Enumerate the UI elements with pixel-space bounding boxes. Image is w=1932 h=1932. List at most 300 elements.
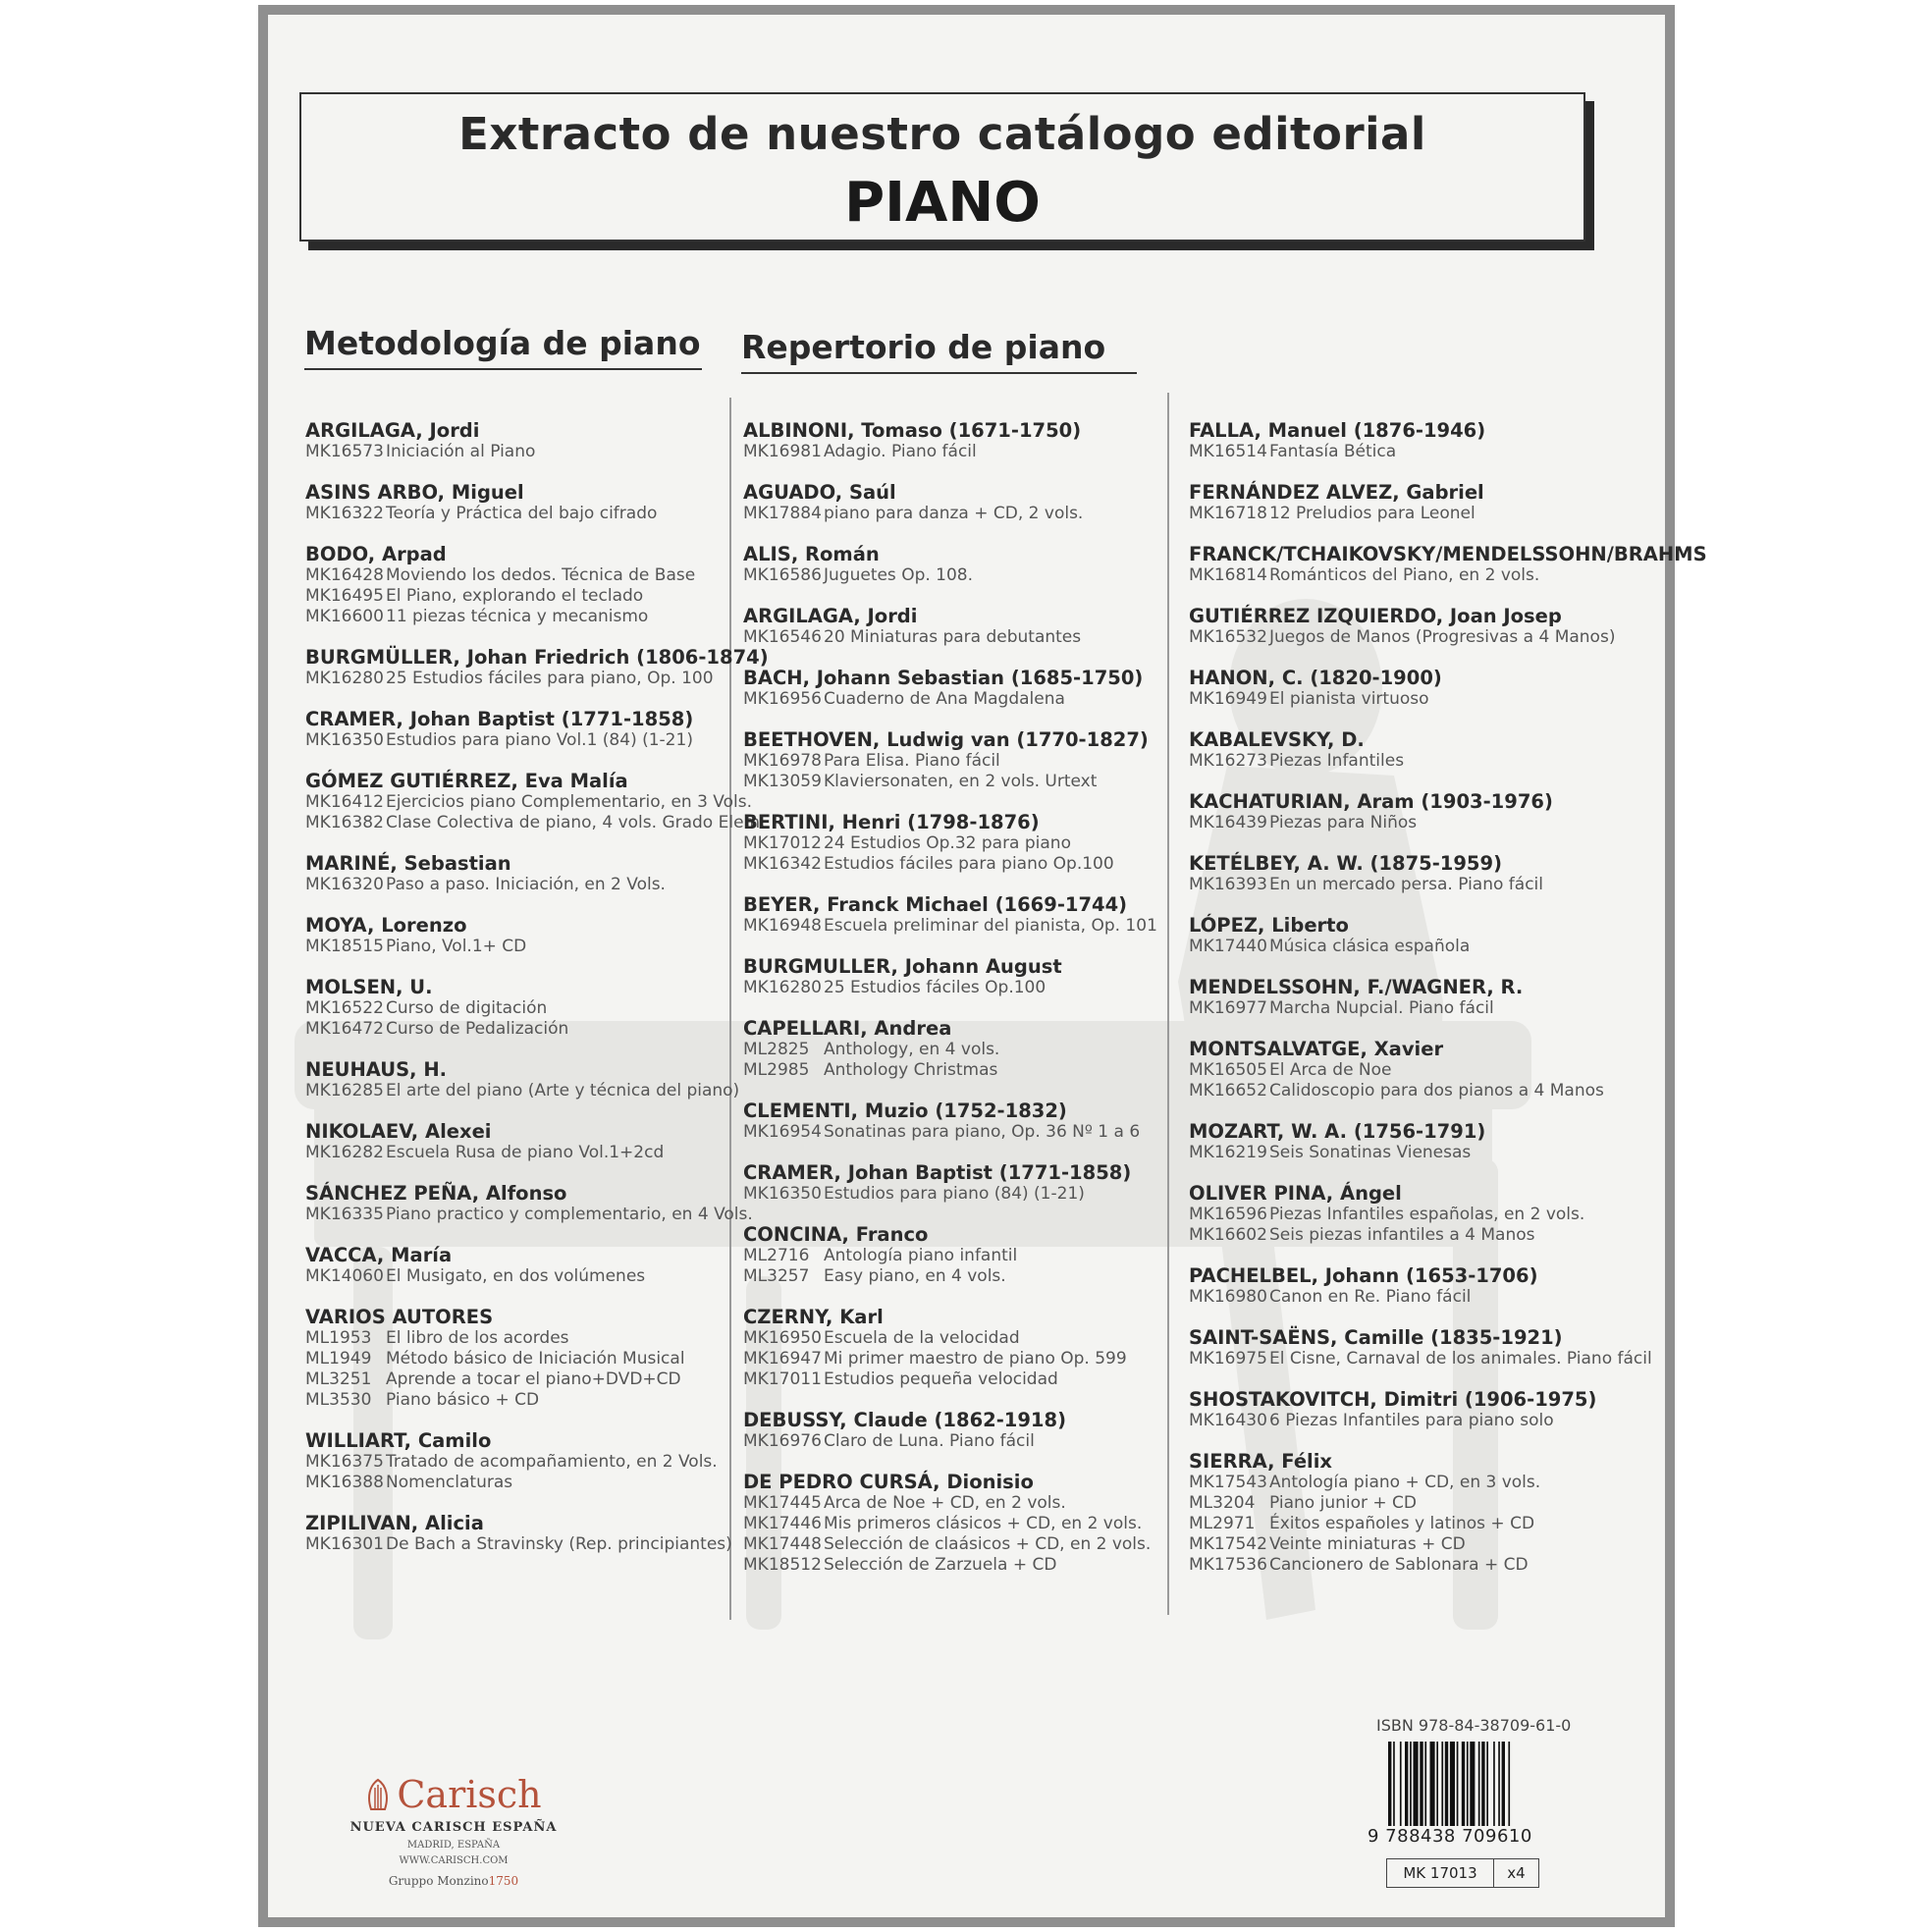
composer-name: MENDELSSOHN, F./WAGNER, R. xyxy=(1189,976,1524,998)
catalog-code: MK16273 xyxy=(1189,751,1267,771)
catalog-entry xyxy=(305,771,769,833)
catalog-entry xyxy=(743,1162,1157,1205)
isbn-label: ISBN 978-84-38709-61-0 xyxy=(1376,1716,1572,1735)
catalog-title: Arca de Noe + CD, en 2 vols. xyxy=(824,1493,1066,1513)
catalog-item xyxy=(1189,937,1707,957)
catalog-item xyxy=(743,1184,1157,1205)
catalog-item xyxy=(743,916,1157,937)
composer-name: VARIOS AUTORES xyxy=(305,1306,494,1328)
catalog-code: MK16285 xyxy=(305,1081,384,1100)
catalog-item xyxy=(1189,1555,1707,1576)
composer-name: BODO, Arpad xyxy=(305,543,447,565)
catalog-entry xyxy=(1189,977,1707,1019)
composer-name: KETÉLBEY, A. W. (1875-1959) xyxy=(1189,852,1502,875)
methodology-list xyxy=(305,420,769,1575)
catalog-title: Calidoscopio para dos pianos a 4 Manos xyxy=(1269,1081,1604,1100)
composer-name: ALBINONI, Tomaso (1671-1750) xyxy=(743,419,1082,442)
catalog-entry xyxy=(743,1100,1157,1143)
barcode-digits: 9 788438 709610 xyxy=(1368,1826,1532,1847)
catalog-title: El Cisne, Carnaval de los animales. Piano fácil xyxy=(1269,1349,1652,1368)
catalog-code: MK16280 xyxy=(743,978,822,997)
catalog-code: MK16393 xyxy=(1189,875,1267,894)
catalog-item xyxy=(1189,1534,1707,1555)
catalog-title: Sonatinas para piano, Op. 36 Nº 1 a 6 xyxy=(824,1122,1141,1142)
catalog-entry xyxy=(1189,1451,1707,1576)
catalog-title: Curso de digitación xyxy=(386,998,548,1018)
catalog-code: MK16602 xyxy=(1189,1225,1267,1245)
catalog-item xyxy=(305,1452,769,1473)
catalog-entry xyxy=(1189,1039,1707,1101)
catalog-entry xyxy=(743,894,1157,937)
barcode-bar xyxy=(1388,1742,1391,1826)
composer-name: CAPELLARI, Andrea xyxy=(743,1017,952,1040)
catalog-title: Claro de Luna. Piano fácil xyxy=(824,1431,1035,1451)
catalog-code: MK16950 xyxy=(743,1328,822,1348)
catalog-entry xyxy=(743,1472,1157,1576)
catalog-entry xyxy=(743,606,1157,648)
catalog-code: MK16430 xyxy=(1189,1411,1267,1430)
catalog-item xyxy=(1189,1493,1707,1514)
barcode-bar xyxy=(1502,1742,1505,1826)
stock-code: MK 17013 xyxy=(1387,1859,1494,1887)
catalog-title: piano para danza + CD, 2 vols. xyxy=(824,504,1084,523)
catalog-title: Juguetes Op. 108. xyxy=(824,565,974,585)
catalog-title: Piano, Vol.1+ CD xyxy=(386,937,527,956)
catalog-item xyxy=(743,1431,1157,1452)
catalog-code: MK16342 xyxy=(743,854,822,874)
catalog-title: El pianista virtuoso xyxy=(1269,689,1429,709)
barcode-bar xyxy=(1414,1742,1419,1826)
composer-name: NEUHAUS, H. xyxy=(305,1058,448,1081)
publisher-group-year: 1750 xyxy=(488,1874,519,1888)
catalog-item xyxy=(305,1369,769,1390)
catalog-title: 25 Estudios fáciles para piano, Op. 100 xyxy=(386,669,714,688)
catalog-item xyxy=(1189,1225,1707,1246)
catalog-item xyxy=(305,730,769,751)
catalog-entry xyxy=(743,812,1157,875)
catalog-entry xyxy=(1189,853,1707,895)
catalog-item xyxy=(1189,1143,1707,1163)
catalog-entry xyxy=(743,668,1157,710)
catalog-item xyxy=(305,1266,769,1287)
catalog-code: MK17448 xyxy=(743,1534,822,1554)
catalog-item xyxy=(1189,998,1707,1019)
catalog-title: Iniciación al Piano xyxy=(386,442,536,461)
composer-name: MOYA, Lorenzo xyxy=(305,914,467,937)
catalog-code: MK17445 xyxy=(743,1493,822,1513)
barcode-bar xyxy=(1486,1742,1488,1826)
catalog-code: ML3257 xyxy=(743,1266,810,1286)
composer-name: SAINT-SAËNS, Camille (1835-1921) xyxy=(1189,1326,1563,1349)
catalog-item xyxy=(743,833,1157,854)
catalog-item xyxy=(305,813,769,833)
catalog-code: MK16439 xyxy=(1189,813,1267,832)
catalog-entry xyxy=(1189,791,1707,833)
catalog-title: Curso de Pedalización xyxy=(386,1019,569,1039)
catalog-code: MK17012 xyxy=(743,833,822,853)
catalog-title: 12 Preludios para Leonel xyxy=(1269,504,1476,523)
catalog-title: Antología piano infantil xyxy=(824,1246,1018,1265)
composer-name: CRAMER, Johan Baptist (1771-1858) xyxy=(305,708,694,730)
composer-name: BERTINI, Henri (1798-1876) xyxy=(743,811,1040,833)
catalog-title: De Bach a Stravinsky (Rep. principiantes) xyxy=(386,1534,732,1554)
catalog-item xyxy=(743,1040,1157,1060)
composer-name: AGUADO, Saúl xyxy=(743,481,896,504)
catalog-title: Seis Sonatinas Vienesas xyxy=(1269,1143,1472,1162)
catalog-code: MK16514 xyxy=(1189,442,1267,461)
catalog-item xyxy=(305,1019,769,1040)
barcode-bar xyxy=(1498,1742,1500,1826)
catalog-title: Seis piezas infantiles a 4 Manos xyxy=(1269,1225,1535,1245)
catalog-entry xyxy=(305,420,769,462)
composer-name: FALLA, Manuel (1876-1946) xyxy=(1189,419,1486,442)
catalog-item xyxy=(1189,442,1707,462)
catalog-item xyxy=(743,627,1157,648)
composer-name: DEBUSSY, Claude (1862-1918) xyxy=(743,1409,1066,1431)
composer-name: FERNÁNDEZ ALVEZ, Gabriel xyxy=(1189,481,1484,504)
barcode-bar xyxy=(1410,1742,1412,1826)
barcode-bar xyxy=(1436,1742,1438,1826)
catalog-entry xyxy=(305,1245,769,1287)
catalog-item xyxy=(1189,504,1707,524)
barcode-bar xyxy=(1445,1742,1448,1826)
catalog-item xyxy=(743,854,1157,875)
catalog-title: Estudios fáciles para piano Op.100 xyxy=(824,854,1114,874)
composer-name: BURGMÜLLER, Johan Friedrich (1806-1874) xyxy=(305,646,769,669)
catalog-code: MK16814 xyxy=(1189,565,1267,585)
catalog-item xyxy=(305,998,769,1019)
catalog-entry xyxy=(305,1183,769,1225)
catalog-title: En un mercado persa. Piano fácil xyxy=(1269,875,1543,894)
catalog-code: MK16301 xyxy=(305,1534,384,1554)
composer-name: ZIPILIVAN, Alicia xyxy=(305,1512,484,1534)
catalog-code: MK16350 xyxy=(743,1184,822,1204)
catalog-title: Adagio. Piano fácil xyxy=(824,442,977,461)
catalog-title: Piano básico + CD xyxy=(386,1390,540,1410)
catalog-entry xyxy=(305,915,769,957)
catalog-item xyxy=(743,1122,1157,1143)
catalog-title: Nomenclaturas xyxy=(386,1473,513,1492)
catalog-code: ML2971 xyxy=(1189,1514,1256,1533)
catalog-entry xyxy=(1189,606,1707,648)
publisher-name: Carisch xyxy=(397,1773,542,1816)
catalog-item xyxy=(743,978,1157,998)
catalog-entry xyxy=(305,1059,769,1101)
catalog-item xyxy=(743,1534,1157,1555)
catalog-item xyxy=(305,1328,769,1349)
catalog-code: MK16320 xyxy=(305,875,384,894)
catalog-code: MK16949 xyxy=(1189,689,1267,709)
barcode-bar xyxy=(1467,1742,1469,1826)
catalog-title: Paso a paso. Iniciación, en 2 Vols. xyxy=(386,875,666,894)
catalog-title: Piano junior + CD xyxy=(1269,1493,1417,1513)
barcode-bar xyxy=(1430,1742,1435,1826)
composer-name: ARGILAGA, Jordi xyxy=(743,605,918,627)
catalog-item xyxy=(305,442,769,462)
catalog-title: Selección de Zarzuela + CD xyxy=(824,1555,1057,1575)
catalog-item xyxy=(1189,875,1707,895)
catalog-code: MK16956 xyxy=(743,689,822,709)
composer-name: MARINÉ, Sebastian xyxy=(305,852,511,875)
barcode-bar xyxy=(1405,1742,1408,1826)
catalog-item xyxy=(305,1081,769,1101)
catalog-title: Mis primeros clásicos + CD, en 2 vols. xyxy=(824,1514,1143,1533)
catalog-code: MK16981 xyxy=(743,442,822,461)
catalog-title: Piano practico y complementario, en 4 Vols. xyxy=(386,1205,753,1224)
catalog-title: Selección de claásicos + CD, en 2 vols. xyxy=(824,1534,1152,1554)
catalog-item xyxy=(305,1143,769,1163)
catalog-title: Escuela Rusa de piano Vol.1+2cd xyxy=(386,1143,665,1162)
barcode-bar xyxy=(1393,1742,1395,1826)
barcode xyxy=(1388,1742,1545,1826)
composer-name: MOZART, W. A. (1756-1791) xyxy=(1189,1120,1486,1143)
publisher-group-name: Gruppo Monzino xyxy=(388,1874,489,1888)
catalog-code: MK16596 xyxy=(1189,1205,1267,1224)
catalog-entry xyxy=(305,853,769,895)
barcode-bar xyxy=(1481,1742,1484,1826)
catalog-title: Antología piano + CD, en 3 vols. xyxy=(1269,1473,1541,1492)
catalog-code: MK14060 xyxy=(305,1266,384,1286)
catalog-item xyxy=(743,1369,1157,1390)
catalog-code: MK16505 xyxy=(1189,1060,1267,1080)
catalog-title: El arte del piano (Arte y técnica del piano) xyxy=(386,1081,740,1100)
catalog-title: Canon en Re. Piano fácil xyxy=(1269,1287,1472,1307)
catalog-item xyxy=(743,751,1157,772)
composer-name: LÓPEZ, Liberto xyxy=(1189,914,1349,937)
catalog-item xyxy=(1189,813,1707,833)
catalog-item xyxy=(1189,1287,1707,1308)
catalog-title: Piezas Infantiles xyxy=(1269,751,1405,771)
catalog-item xyxy=(743,1514,1157,1534)
stock-code-box xyxy=(1386,1858,1539,1888)
catalog-title: Piezas para Niños xyxy=(1269,813,1418,832)
catalog-item xyxy=(743,1328,1157,1349)
catalog-code: MK16954 xyxy=(743,1122,822,1142)
catalog-item xyxy=(743,1246,1157,1266)
catalog-title: Fantasía Bética xyxy=(1269,442,1397,461)
catalog-item xyxy=(305,1390,769,1411)
composer-name: HANON, C. (1820-1900) xyxy=(1189,667,1442,689)
composer-name: CLEMENTI, Muzio (1752-1832) xyxy=(743,1100,1067,1122)
catalog-code: MK17536 xyxy=(1189,1555,1267,1575)
catalog-code: MK16322 xyxy=(305,504,384,523)
catalog-code: ML2825 xyxy=(743,1040,810,1059)
catalog-item xyxy=(305,607,769,627)
catalog-title: Extracto de nuestro catálogo editorial xyxy=(458,108,1426,160)
publisher-subtitle: NUEVA CARISCH ESPAÑA xyxy=(349,1820,558,1835)
catalog-item xyxy=(1189,1514,1707,1534)
catalog-item xyxy=(305,937,769,957)
composer-name: MOLSEN, U. xyxy=(305,976,433,998)
catalog-item xyxy=(743,504,1157,524)
catalog-entry xyxy=(743,1018,1157,1081)
catalog-code: MK16978 xyxy=(743,751,822,771)
catalog-item xyxy=(1189,627,1707,648)
catalog-title: 6 Piezas Infantiles para piano solo xyxy=(1269,1411,1554,1430)
catalog-item xyxy=(743,1060,1157,1081)
catalog-code: MK16282 xyxy=(305,1143,384,1162)
catalog-item xyxy=(1189,1349,1707,1369)
catalog-title-box xyxy=(299,92,1585,242)
catalog-title: 25 Estudios fáciles Op.100 xyxy=(824,978,1046,997)
catalog-title: 11 piezas técnica y mecanismo xyxy=(386,607,649,626)
catalog-code: MK16546 xyxy=(743,627,822,647)
catalog-entry xyxy=(1189,1183,1707,1246)
catalog-title: Estudios para piano Vol.1 (84) (1-21) xyxy=(386,730,693,750)
catalog-item xyxy=(743,1493,1157,1514)
catalog-code: ML2716 xyxy=(743,1246,810,1265)
catalog-code: MK16977 xyxy=(1189,998,1267,1018)
catalog-item xyxy=(305,1473,769,1493)
catalog-entry xyxy=(1189,1265,1707,1308)
catalog-code: MK16600 xyxy=(305,607,384,626)
catalog-code: MK16350 xyxy=(305,730,384,750)
barcode-bar xyxy=(1441,1742,1443,1826)
catalog-item xyxy=(743,1349,1157,1369)
catalog-title: Moviendo los dedos. Técnica de Base xyxy=(386,565,696,585)
composer-name: DE PEDRO CURSÁ, Dionisio xyxy=(743,1471,1034,1493)
catalog-title: Estudios pequeña velocidad xyxy=(824,1369,1058,1389)
catalog-code: MK16718 xyxy=(1189,504,1267,523)
catalog-item xyxy=(1189,1060,1707,1081)
catalog-code: MK17543 xyxy=(1189,1473,1267,1492)
catalog-entry xyxy=(1189,1327,1707,1369)
barcode-bar xyxy=(1493,1742,1495,1826)
composer-name: OLIVER PINA, Ángel xyxy=(1189,1182,1402,1205)
catalog-item xyxy=(743,689,1157,710)
catalog-title: Románticos del Piano, en 2 vols. xyxy=(1269,565,1540,585)
catalog-code: ML2985 xyxy=(743,1060,810,1080)
catalog-code: MK16975 xyxy=(1189,1349,1267,1368)
stock-quantity: x4 xyxy=(1507,1864,1526,1882)
catalog-code: MK16573 xyxy=(305,442,384,461)
catalog-code: ML3530 xyxy=(305,1390,372,1410)
catalog-code: MK16375 xyxy=(305,1452,384,1472)
catalog-entry xyxy=(305,544,769,627)
catalog-title: El Piano, explorando el teclado xyxy=(386,586,644,606)
repertoire-list-a xyxy=(743,420,1157,1595)
composer-name: CZERNY, Karl xyxy=(743,1306,884,1328)
catalog-title: Cancionero de Sablonara + CD xyxy=(1269,1555,1529,1575)
catalog-item xyxy=(743,1555,1157,1576)
composer-name: CRAMER, Johan Baptist (1771-1858) xyxy=(743,1161,1132,1184)
catalog-title: Cuaderno de Ana Magdalena xyxy=(824,689,1065,709)
catalog-code: MK16976 xyxy=(743,1431,822,1451)
catalog-title: Escuela preliminar del pianista, Op. 101 xyxy=(824,916,1157,936)
catalog-title: Veinte miniaturas + CD xyxy=(1269,1534,1466,1554)
catalog-entry xyxy=(743,1307,1157,1390)
catalog-title: Anthology, en 4 vols. xyxy=(824,1040,1000,1059)
catalog-item xyxy=(305,586,769,607)
catalog-title: Marcha Nupcial. Piano fácil xyxy=(1269,998,1494,1018)
catalog-item xyxy=(1189,565,1707,586)
catalog-item xyxy=(743,1266,1157,1287)
catalog-entry xyxy=(743,1224,1157,1287)
catalog-item xyxy=(1189,1411,1707,1431)
catalog-code: MK13059 xyxy=(743,772,822,791)
catalog-entry xyxy=(305,977,769,1040)
composer-name: GÓMEZ GUTIÉRREZ, Eva Malía xyxy=(305,770,628,792)
catalog-entry xyxy=(743,729,1157,792)
composer-name: SHOSTAKOVITCH, Dimitri (1906-1975) xyxy=(1189,1388,1597,1411)
catalog-code: MK17542 xyxy=(1189,1534,1267,1554)
catalog-code: MK16219 xyxy=(1189,1143,1267,1162)
barcode-bar xyxy=(1478,1742,1480,1826)
catalog-code: MK16980 xyxy=(1189,1287,1267,1307)
composer-name: ARGILAGA, Jordi xyxy=(305,419,480,442)
catalog-title: Escuela de la velocidad xyxy=(824,1328,1020,1348)
catalog-title: Mi primer maestro de piano Op. 599 xyxy=(824,1349,1127,1368)
catalog-title: El Arca de Noe xyxy=(1269,1060,1392,1080)
catalog-item xyxy=(743,565,1157,586)
catalog-entry xyxy=(1189,1389,1707,1431)
catalog-entry xyxy=(1189,1121,1707,1163)
catalog-item xyxy=(305,792,769,813)
catalog-item xyxy=(305,1349,769,1369)
catalog-entry xyxy=(743,544,1157,586)
catalog-code: MK16388 xyxy=(305,1473,384,1492)
catalog-entry xyxy=(305,709,769,751)
composer-name: BURGMULLER, Johann August xyxy=(743,955,1062,978)
barcode-bar xyxy=(1450,1742,1455,1826)
composer-name: FRANCK/TCHAIKOVSKY/MENDELSSOHN/BRAHMS xyxy=(1189,543,1707,565)
catalog-title: Para Elisa. Piano fácil xyxy=(824,751,1000,771)
catalog-item xyxy=(1189,689,1707,710)
publisher-city: MADRID, ESPAÑA xyxy=(406,1840,501,1851)
composer-name: ASINS ARBO, Miguel xyxy=(305,481,524,504)
catalog-code: MK16947 xyxy=(743,1349,822,1368)
composer-name: CONCINA, Franco xyxy=(743,1223,929,1246)
barcode-bar xyxy=(1420,1742,1422,1826)
catalog-title: El libro de los acordes xyxy=(386,1328,569,1348)
catalog-code: MK16280 xyxy=(305,669,384,688)
catalog-entry xyxy=(305,1121,769,1163)
catalog-title: Ejercicios piano Complementario, en 3 Vols. xyxy=(386,792,753,812)
catalog-item xyxy=(305,669,769,689)
catalog-title: Anthology Christmas xyxy=(824,1060,998,1080)
catalog-entry xyxy=(1189,482,1707,524)
catalog-entry xyxy=(305,1513,769,1555)
catalog-entry xyxy=(743,1410,1157,1452)
publisher-group xyxy=(346,1874,562,1888)
catalog-title: Easy piano, en 4 vols. xyxy=(824,1266,1006,1286)
catalog-code: MK16428 xyxy=(305,565,384,585)
composer-name: ALIS, Román xyxy=(743,543,880,565)
composer-name: BEETHOVEN, Ludwig van (1770-1827) xyxy=(743,728,1149,751)
catalog-item xyxy=(743,772,1157,792)
column-divider xyxy=(1167,393,1169,1615)
catalog-entry xyxy=(305,1430,769,1493)
catalog-title: Teoría y Práctica del bajo cifrado xyxy=(386,504,658,523)
catalog-code: MK16335 xyxy=(305,1205,384,1224)
catalog-item xyxy=(1189,1081,1707,1101)
composer-name: BEYER, Franck Michael (1669-1744) xyxy=(743,893,1128,916)
catalog-code: MK18512 xyxy=(743,1555,822,1575)
barcode-bar xyxy=(1470,1742,1475,1826)
publisher-website: WWW.CARISCH.COM xyxy=(399,1855,509,1866)
catalog-entry xyxy=(743,482,1157,524)
catalog-title: El Musigato, en dos volúmenes xyxy=(386,1266,646,1286)
catalog-code: ML3204 xyxy=(1189,1493,1256,1513)
catalog-code: MK17011 xyxy=(743,1369,822,1389)
catalog-title: Juegos de Manos (Progresivas a 4 Manos) xyxy=(1269,627,1616,647)
catalog-entry xyxy=(1189,544,1707,586)
barcode-bar xyxy=(1457,1742,1459,1826)
catalog-code: MK16522 xyxy=(305,998,384,1018)
catalog-title: Música clásica española xyxy=(1269,937,1471,956)
barcode-bar xyxy=(1424,1742,1426,1826)
barcode-bar xyxy=(1462,1742,1465,1826)
